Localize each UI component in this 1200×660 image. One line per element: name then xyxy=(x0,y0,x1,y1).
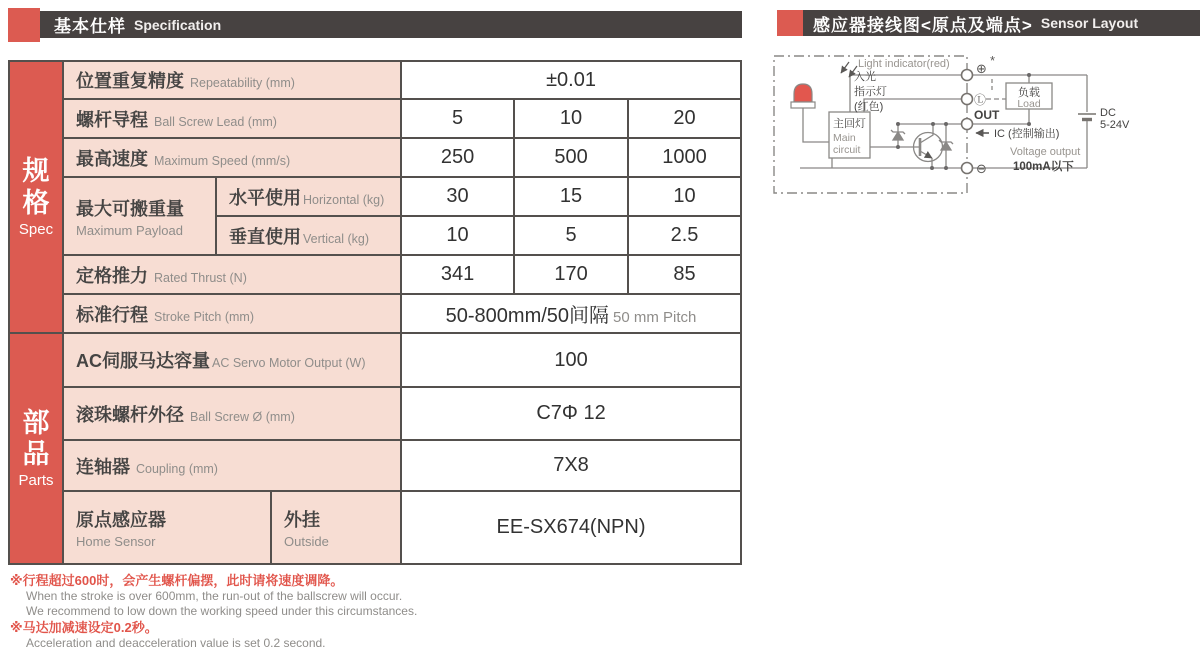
home-sensor-cn: 原点感应器 xyxy=(76,510,166,530)
row-ball-screw-lead-label xyxy=(63,99,401,138)
stroke-en: Stroke Pitch (mm) xyxy=(154,309,255,324)
row-stroke-label xyxy=(63,294,401,333)
horizontal-en: Horizontal (kg) xyxy=(303,192,385,207)
value-cell: 170 xyxy=(514,255,628,294)
home-sensor-mount-en: Outside xyxy=(284,534,329,549)
value-cell: 500 xyxy=(514,138,628,177)
section-parts-label-cn: 部品 xyxy=(22,407,50,469)
section-spec-label-cn: 规格 xyxy=(22,156,50,218)
value-cell: 30 xyxy=(401,177,514,216)
sensor-layout-title-en: Sensor Layout xyxy=(1040,15,1139,31)
rated-thrust-en: Rated Thrust (N) xyxy=(154,270,247,285)
light-indicator-cn-label: (红色) xyxy=(854,101,884,113)
horizontal-cn: 水平使用 xyxy=(229,187,301,208)
main-circuit-en-label: Main xyxy=(833,132,856,144)
terminal-minus-label: ⊖ xyxy=(976,161,987,176)
terminal-plus-pin xyxy=(962,70,973,81)
ball-screw-dia-en: Ball Screw Ø (mm) xyxy=(190,409,295,424)
main-circuit-en-label: circuit xyxy=(833,144,861,156)
row-repeatability-label xyxy=(63,61,401,99)
ic-label: IC (控制输出) xyxy=(994,128,1060,140)
servo-output-en: AC Servo Motor Output (W) xyxy=(212,356,366,370)
dc-voltage-label: 5-24V xyxy=(1100,119,1130,131)
specification-header xyxy=(8,8,742,42)
row-ball-screw-dia-label xyxy=(63,387,401,440)
value-cell: 20 xyxy=(628,99,741,138)
footnotes xyxy=(10,572,417,651)
value-cell: 250 xyxy=(401,138,514,177)
footnote-en: We recommend to low down the working speed under this circumstances. xyxy=(26,604,418,618)
value-cell: 85 xyxy=(628,255,741,294)
row-coupling-label xyxy=(63,440,401,491)
terminal-out-pin xyxy=(962,119,973,130)
repeatability-cn: 位置重复精度 xyxy=(76,71,184,91)
repeatability-en: Repeatability (mm) xyxy=(190,76,295,90)
stroke-value-cn: 50-800mm/50间隔 xyxy=(445,305,610,327)
vertical-cn: 垂直使用 xyxy=(229,226,301,247)
light-indicator-cn-label: 入光 xyxy=(854,71,876,83)
specification-title-cn: 基本仕样 xyxy=(54,17,126,36)
value-cell: 10 xyxy=(628,177,741,216)
row-max-speed-label xyxy=(63,138,401,177)
row-home-sensor-mount-label xyxy=(271,491,401,564)
light-indicator-en-label: Light indicator(red) xyxy=(858,58,950,70)
value-cell: 7X8 xyxy=(401,440,741,491)
value-cell: EE-SX674(NPN) xyxy=(401,491,741,564)
row-max-payload-label xyxy=(63,177,216,255)
red-accent-square xyxy=(8,8,40,42)
value-cell: C7Φ 12 xyxy=(401,387,741,440)
max-payload-en: Maximum Payload xyxy=(76,222,183,238)
footnote-en: Acceleration and deacceleration value is set 0.2 second. xyxy=(26,636,326,650)
footnote-cn: ※马达加减速设定0.2秒。 xyxy=(10,620,158,635)
max-speed-cn: 最高速度 xyxy=(76,148,148,169)
coupling-en: Coupling (mm) xyxy=(136,461,218,476)
coupling-cn: 连轴器 xyxy=(76,456,130,477)
section-parts xyxy=(9,333,63,564)
led-indicator-symbol xyxy=(791,84,815,108)
value-cell: ±0.01 xyxy=(401,61,741,99)
value-cell: 10 xyxy=(401,216,514,255)
light-indicator-cn-label: 指示灯 xyxy=(854,86,887,98)
dc-label: DC xyxy=(1100,107,1116,119)
stroke-cn: 标准行程 xyxy=(76,304,148,325)
home-sensor-mount-cn: 外挂 xyxy=(284,510,320,530)
rated-thrust-cn: 定格推力 xyxy=(76,265,148,286)
load-en-label: Load xyxy=(1017,98,1041,110)
sensor-layout-header-bar xyxy=(803,10,1200,36)
max-payload-cn: 最大可搬重量 xyxy=(76,198,184,219)
load-cn-label: 负载 xyxy=(1018,87,1040,99)
value-cell: 5 xyxy=(401,99,514,138)
value-cell xyxy=(401,294,741,333)
value-cell: 15 xyxy=(514,177,628,216)
ball-screw-dia-cn: 滚珠螺杆外径 xyxy=(76,404,184,425)
section-parts-label-en: Parts xyxy=(18,472,54,490)
specification-header-bar xyxy=(40,11,742,38)
row-horizontal-label xyxy=(216,177,401,216)
sensor-layout-title-cn: 感应器接线图<原点及端点> xyxy=(813,15,1033,35)
max-speed-en: Maximum Speed (mm/s) xyxy=(154,153,291,168)
footnote-en: When the stroke is over 600mm, the run-out of the ballscrew will occur. xyxy=(26,589,403,603)
terminal-star-label: * xyxy=(990,53,996,68)
footnote-cn: ※行程超过600时，会产生螺杆偏摆，此时请将速度调降。 xyxy=(10,573,344,588)
section-spec-label-en: Spec xyxy=(18,220,54,238)
zener-diode xyxy=(939,140,953,150)
row-vertical-label xyxy=(216,216,401,255)
battery-symbol xyxy=(1078,114,1096,120)
out-label: OUT xyxy=(974,108,1000,122)
row-home-sensor-label xyxy=(63,491,271,564)
terminal-plus-label: ⊕ xyxy=(976,61,987,76)
zener-diode xyxy=(891,130,905,140)
row-rated-thrust-label xyxy=(63,255,401,294)
servo-output-cn: AC伺服马达容量 xyxy=(76,351,210,371)
terminal-l-label: Ⓛ xyxy=(974,93,987,107)
stroke-value-en: 50 mm Pitch xyxy=(613,309,697,326)
value-cell: 2.5 xyxy=(628,216,741,255)
value-cell: 5 xyxy=(514,216,628,255)
section-spec xyxy=(9,61,63,333)
home-sensor-en: Home Sensor xyxy=(76,534,156,549)
current-limit-label: 100mA以下 xyxy=(1013,161,1074,173)
voltage-output-label: Voltage output xyxy=(1010,146,1081,158)
terminal-minus-pin xyxy=(962,163,973,174)
value-cell: 341 xyxy=(401,255,514,294)
value-cell: 10 xyxy=(514,99,628,138)
row-servo-output-label xyxy=(63,333,401,387)
terminal-l-pin xyxy=(962,94,973,105)
value-cell: 1000 xyxy=(628,138,741,177)
sensor-layout-header xyxy=(777,10,1200,36)
main-circuit-cn-label: 主回灯 xyxy=(833,118,866,130)
spec-table xyxy=(8,60,742,565)
ball-screw-lead-en: Ball Screw Lead (mm) xyxy=(154,114,277,129)
ball-screw-lead-cn: 螺杆导程 xyxy=(76,109,148,130)
value-cell: 100 xyxy=(401,333,741,387)
sensor-wiring-diagram xyxy=(770,50,1200,220)
vertical-en: Vertical (kg) xyxy=(303,231,369,246)
red-accent-square xyxy=(777,10,803,36)
dash-dot-detour xyxy=(986,79,1008,99)
specification-title-en: Specification xyxy=(134,16,222,33)
